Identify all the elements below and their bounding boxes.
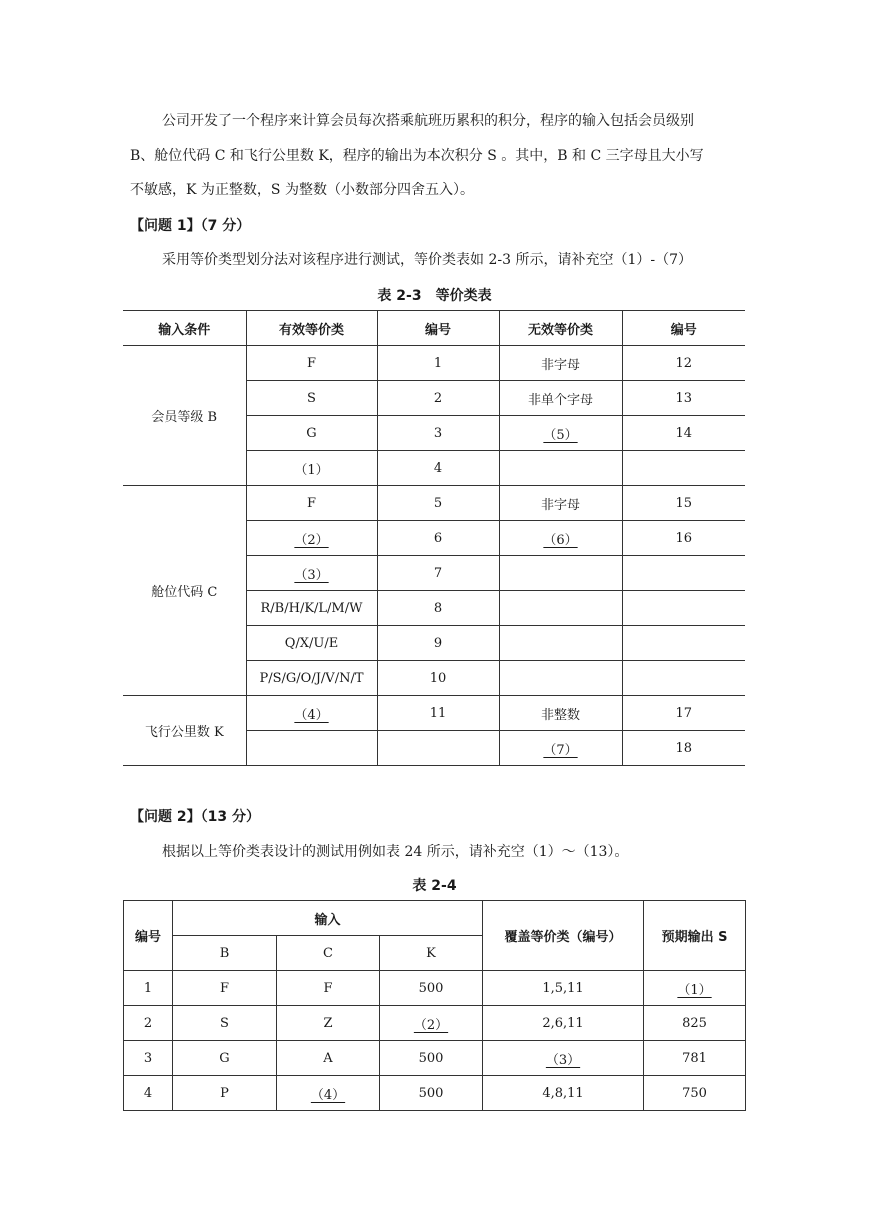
invalid-class-cell xyxy=(499,626,622,661)
case-k: 500 xyxy=(380,1076,483,1111)
subheader-k: K xyxy=(380,936,483,971)
table-row xyxy=(124,1076,746,1111)
intro-line-2: B、舱位代码 C 和飞行公里数 K，程序的输出为本次积分 S 。其中，B 和 C 三字母且大小写 xyxy=(130,148,704,164)
case-k: 500 xyxy=(380,1041,483,1076)
valid-id-cell: 4 xyxy=(377,451,499,486)
case-c: A xyxy=(277,1041,380,1076)
case-b: S xyxy=(173,1006,277,1041)
invalid-class-cell xyxy=(499,451,622,486)
table-row xyxy=(123,696,745,731)
valid-class-cell: P/S/G/O/J/V/N/T xyxy=(246,661,377,696)
invalid-class-cell xyxy=(499,591,622,626)
case-id: 2 xyxy=(124,1006,173,1041)
header-expected-output: 预期输出 S xyxy=(644,901,746,971)
intro-line-3: 不敏感，K 为正整数，S 为整数（小数部分四舍五入）。 xyxy=(130,182,474,198)
valid-id-cell: 1 xyxy=(377,346,499,381)
case-c: Z xyxy=(277,1006,380,1041)
invalid-class-cell xyxy=(499,556,622,591)
valid-id-cell: 7 xyxy=(377,556,499,591)
group-member-level: 会员等级 B xyxy=(123,346,246,486)
invalid-class-cell: 非单个字母 xyxy=(499,381,622,416)
invalid-id-cell xyxy=(622,556,745,591)
case-output: 781 xyxy=(644,1041,746,1076)
valid-class-cell: F xyxy=(246,346,377,381)
header-covered-classes: 覆盖等价类（编号） xyxy=(483,901,644,971)
invalid-id-cell: 17 xyxy=(622,696,745,731)
blank-5: （5） xyxy=(543,427,578,443)
invalid-id-cell: 15 xyxy=(622,486,745,521)
invalid-class-cell: 非整数 xyxy=(499,696,622,731)
invalid-id-cell xyxy=(622,626,745,661)
case-c-blank xyxy=(277,1076,380,1111)
question-1-text: 采用等价类型划分法对该程序进行测试，等价类表如 2-3 所示，请补充空（1）-（7） xyxy=(162,252,692,268)
case-k-blank xyxy=(380,1006,483,1041)
blank-1: （1） xyxy=(677,982,712,998)
table-row xyxy=(123,346,745,381)
group-cabin-code: 舱位代码 C xyxy=(123,486,246,696)
intro-paragraph xyxy=(130,104,748,138)
table-row xyxy=(124,1006,746,1041)
table-row xyxy=(123,486,745,521)
blank-4: （4） xyxy=(294,707,329,723)
invalid-id-cell: 14 xyxy=(622,416,745,451)
case-cover: 4,8,11 xyxy=(483,1076,644,1111)
valid-class-blank xyxy=(246,521,377,556)
case-id: 3 xyxy=(124,1041,173,1076)
invalid-class-blank xyxy=(499,731,622,766)
case-b: P xyxy=(173,1076,277,1111)
table-2-4-caption: 表 2-4 xyxy=(412,878,457,894)
header-invalid-class: 无效等价类 xyxy=(499,311,622,346)
blank-4: （4） xyxy=(310,1087,346,1103)
case-k: 500 xyxy=(380,971,483,1006)
blank-2: （2） xyxy=(294,532,329,548)
case-b: G xyxy=(173,1041,277,1076)
invalid-id-cell: 13 xyxy=(622,381,745,416)
invalid-id-cell xyxy=(622,451,745,486)
header-input: 输入 xyxy=(173,901,483,936)
valid-id-cell: 5 xyxy=(377,486,499,521)
valid-id-cell: 9 xyxy=(377,626,499,661)
question-1-heading: 【问题 1】（7 分） xyxy=(130,218,251,234)
valid-id-cell: 10 xyxy=(377,661,499,696)
case-id: 4 xyxy=(124,1076,173,1111)
subheader-b: B xyxy=(173,936,277,971)
valid-class-cell: S xyxy=(246,381,377,416)
blank-2: （2） xyxy=(413,1017,449,1033)
equivalence-class-table xyxy=(123,310,745,766)
valid-class-cell: F xyxy=(246,486,377,521)
valid-class-cell: Q/X/U/E xyxy=(246,626,377,661)
table-header-row xyxy=(123,311,745,346)
valid-class-cell: R/B/H/K/L/M/W xyxy=(246,591,377,626)
question-2-text: 根据以上等价类表设计的测试用例如表 24 所示，请补充空（1）～（13）。 xyxy=(162,844,629,860)
case-cover: 2,6,11 xyxy=(483,1006,644,1041)
case-cover: 1,5,11 xyxy=(483,971,644,1006)
case-output: 750 xyxy=(644,1076,746,1111)
table-row xyxy=(124,1041,746,1076)
valid-id-cell: 6 xyxy=(377,521,499,556)
header-input-condition: 输入条件 xyxy=(123,311,246,346)
invalid-class-cell: 非字母 xyxy=(499,346,622,381)
invalid-class-blank xyxy=(499,416,622,451)
blank-3: （3） xyxy=(294,567,329,583)
valid-class-cell: （1） xyxy=(246,451,377,486)
valid-class-blank xyxy=(246,696,377,731)
intro-line-1: 公司开发了一个程序来计算会员每次搭乘航班历累积的积分，程序的输入包括会员级别 xyxy=(162,113,694,129)
blank-3: （3） xyxy=(545,1052,581,1068)
subheader-c: C xyxy=(277,936,380,971)
valid-id-cell: 3 xyxy=(377,416,499,451)
valid-class-cell: G xyxy=(246,416,377,451)
invalid-id-cell xyxy=(622,591,745,626)
valid-id-cell xyxy=(377,731,499,766)
blank-7: （7） xyxy=(543,742,578,758)
invalid-id-cell xyxy=(622,661,745,696)
invalid-class-blank xyxy=(499,521,622,556)
valid-id-cell: 11 xyxy=(377,696,499,731)
test-case-table xyxy=(123,900,746,1111)
valid-id-cell: 8 xyxy=(377,591,499,626)
question-2-heading: 【问题 2】（13 分） xyxy=(130,809,260,825)
case-id: 1 xyxy=(124,971,173,1006)
invalid-class-cell: 非字母 xyxy=(499,486,622,521)
valid-class-cell xyxy=(246,731,377,766)
table-2-3-caption: 表 2-3 等价类表 xyxy=(377,288,492,304)
valid-id-cell: 2 xyxy=(377,381,499,416)
valid-class-blank xyxy=(246,556,377,591)
case-output-blank xyxy=(644,971,746,1006)
blank-6: （6） xyxy=(543,532,578,548)
header-invalid-id: 编号 xyxy=(622,311,745,346)
table-header-row xyxy=(124,901,746,936)
group-flight-km: 飞行公里数 K xyxy=(123,696,246,766)
case-output: 825 xyxy=(644,1006,746,1041)
invalid-id-cell: 16 xyxy=(622,521,745,556)
header-valid-class: 有效等价类 xyxy=(246,311,377,346)
case-b: F xyxy=(173,971,277,1006)
case-c: F xyxy=(277,971,380,1006)
invalid-class-cell xyxy=(499,661,622,696)
header-valid-id: 编号 xyxy=(377,311,499,346)
table-row xyxy=(124,971,746,1006)
header-id: 编号 xyxy=(124,901,173,971)
invalid-id-cell: 18 xyxy=(622,731,745,766)
case-cover-blank xyxy=(483,1041,644,1076)
invalid-id-cell: 12 xyxy=(622,346,745,381)
